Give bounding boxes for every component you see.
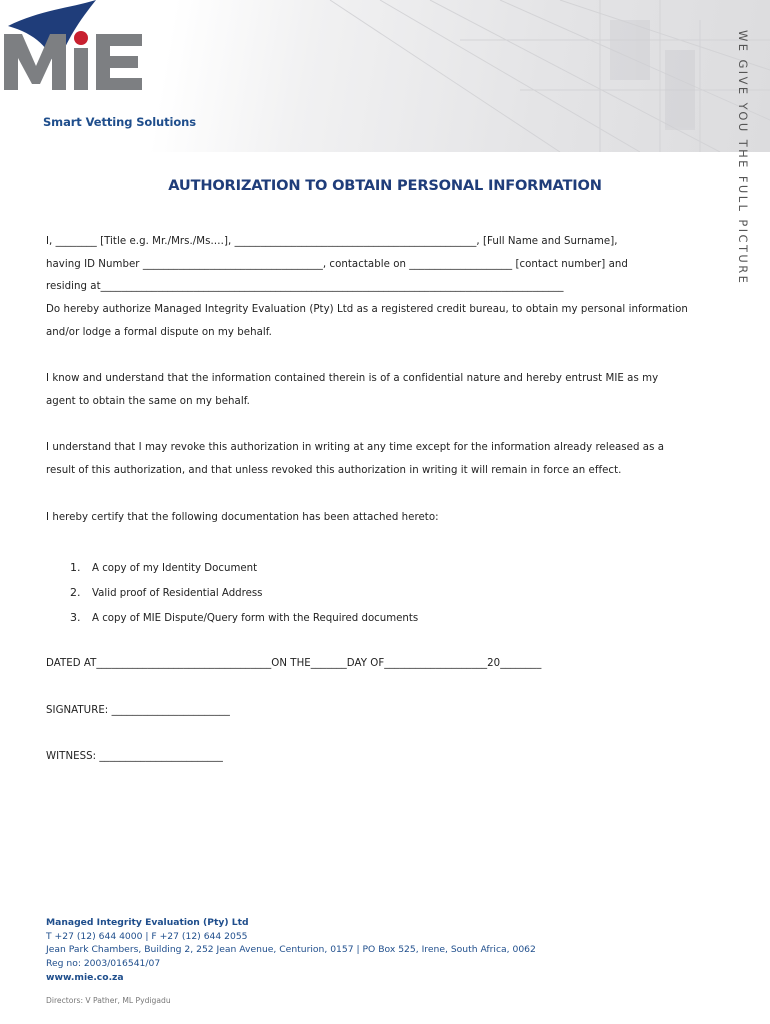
- authorize-paragraph-line-2: and/or lodge a formal dispute on my behalf.: [46, 327, 272, 338]
- list-text: A copy of MIE Dispute/Query form with the Required documents: [92, 613, 419, 624]
- list-item: [70, 611, 418, 624]
- residence-line: residing at__________________________________________________________________________________________: [46, 281, 564, 292]
- tagline: Smart Vetting Solutions: [43, 115, 197, 129]
- side-slogan: WE GIVE YOU THE FULL PICTURE: [736, 30, 750, 286]
- footer-phone: T +27 (12) 644 4000 | F +27 (12) 644 2055: [46, 931, 248, 942]
- footer-reg: Reg no: 2003/016541/07: [46, 958, 161, 969]
- name-line: I, ________ [Title e.g. Mr./Mrs./Ms.…], _______________________________________________, [Full Name and Surname],: [46, 236, 618, 247]
- signature-line: SIGNATURE: _______________________: [46, 705, 230, 716]
- list-number: 3.: [70, 611, 81, 624]
- revoke-paragraph-line-2: result of this authorization, and that unless revoked this authorization in writing it will remain in force an effect.: [46, 465, 622, 476]
- footer-address: Jean Park Chambers, Building 2, 252 Jean Avenue, Centurion, 0157 | PO Box 525, Irene, South Africa, 0062: [46, 944, 536, 955]
- confidential-paragraph-line-2: agent to obtain the same on my behalf.: [46, 396, 250, 407]
- list-item: [70, 561, 257, 574]
- mie-logo: [0, 0, 160, 112]
- dated-line: DATED AT__________________________________ON THE_______DAY OF____________________20________: [46, 658, 542, 669]
- certify-paragraph: I hereby certify that the following documentation has been attached hereto:: [46, 512, 439, 523]
- witness-line: WITNESS: ________________________: [46, 751, 223, 762]
- list-item: [70, 586, 263, 599]
- list-number: 2.: [70, 586, 81, 599]
- page-title: AUTHORIZATION TO OBTAIN PERSONAL INFORMATION: [168, 177, 602, 194]
- authorize-paragraph-line-1: Do hereby authorize Managed Integrity Evaluation (Pty) Ltd as a registered credit bureau, to obtain my personal information: [46, 304, 688, 315]
- list-number: 1.: [70, 561, 81, 574]
- header-banner: [0, 0, 770, 152]
- list-text: Valid proof of Residential Address: [92, 588, 263, 599]
- id-contact-line: having ID Number ___________________________________, contactable on ____________________ [contact number] and: [46, 259, 628, 270]
- footer-directors: Directors: V Pather, ML Pydigadu: [46, 996, 171, 1005]
- footer-website-link[interactable]: www.mie.co.za: [46, 972, 124, 983]
- list-text: A copy of my Identity Document: [92, 563, 258, 574]
- footer-company: Managed Integrity Evaluation (Pty) Ltd: [46, 917, 249, 928]
- revoke-paragraph-line-1: I understand that I may revoke this authorization in writing at any time except for the information already released as a: [46, 442, 665, 453]
- confidential-paragraph-line-1: I know and understand that the information contained therein is of a confidential nature and hereby entrust MIE as my: [46, 373, 659, 384]
